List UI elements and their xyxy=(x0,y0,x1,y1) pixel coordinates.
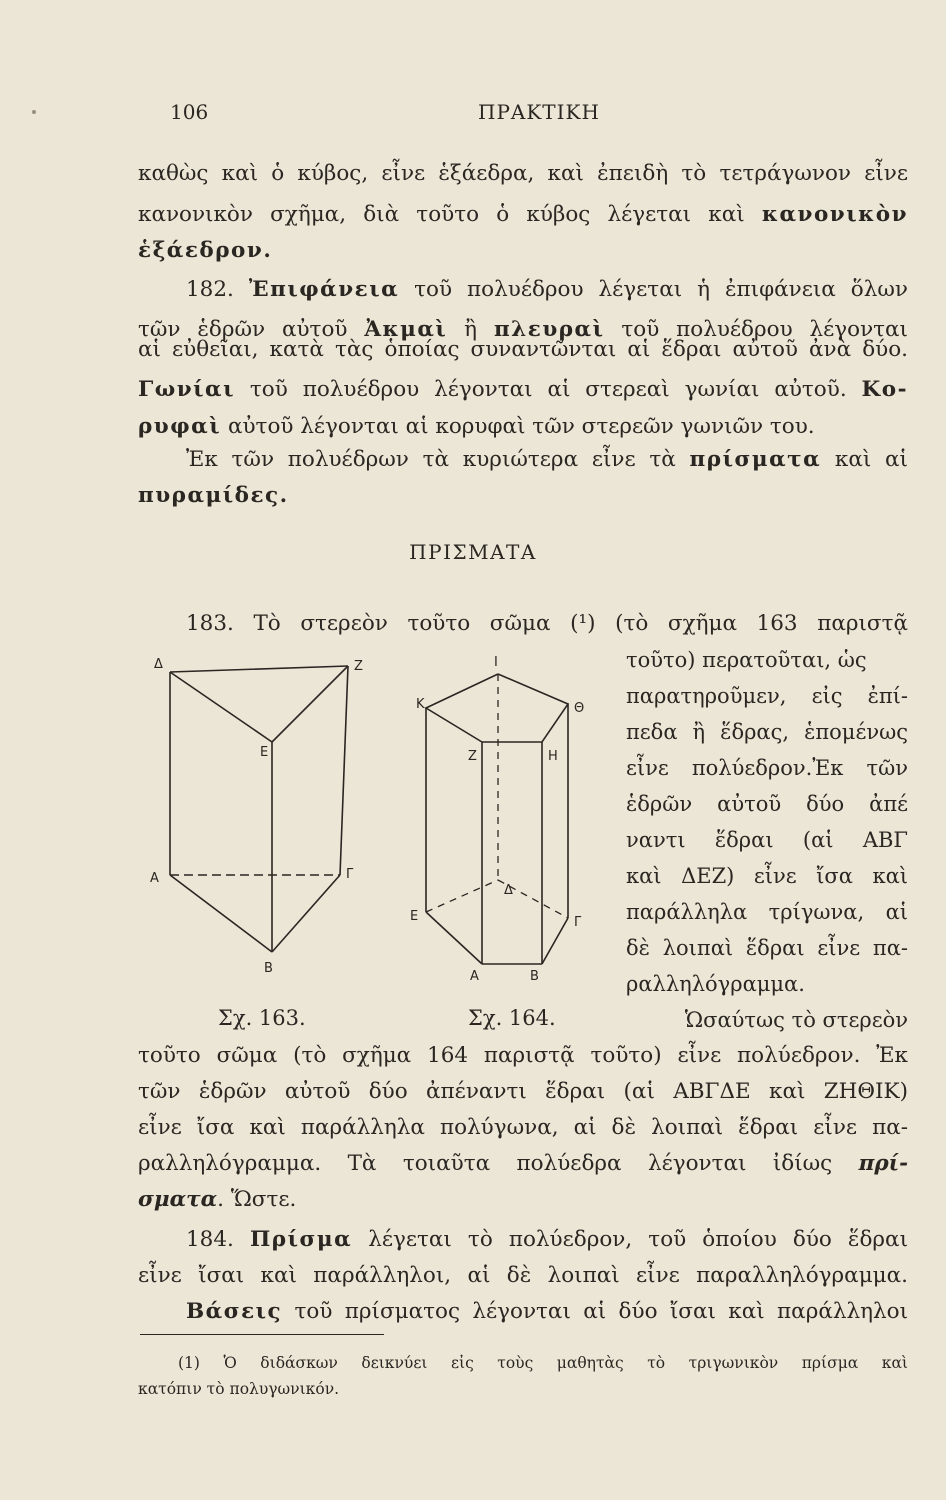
running-title: ΠΡΑΚΤΙΚΗ xyxy=(478,100,600,124)
vertex-label: I xyxy=(494,655,498,670)
bold-term: Γωνίαι xyxy=(138,377,236,402)
paragraph-number: 182. xyxy=(186,277,249,302)
vertex-label: H xyxy=(548,749,558,764)
prism-triangular-diagram xyxy=(140,650,380,990)
footnote-line: κατόπιν τὸ πολυγωνικόν. xyxy=(138,1380,340,1398)
vertex-label: B xyxy=(264,961,273,976)
bold-term: Πρίσμα xyxy=(249,1227,353,1252)
vertex-label: A xyxy=(150,871,159,886)
bold-term: Ἐπιφάνεια xyxy=(248,277,400,302)
text-line xyxy=(138,446,908,474)
text-span: τοῦ πολυέδρου λέγονται αἱ στερεαὶ γωνίαι αὐτοῦ. xyxy=(235,377,862,402)
text-span: τοῦ πολυέδρου λέγονται xyxy=(604,317,908,342)
footnote-line: (1) Ὁ διδάσκων δεικνύει εἰς τοὺς μαθητὰς τὸ τριγωνικὸν πρίσμα καὶ xyxy=(178,1354,908,1372)
text-line xyxy=(138,1186,908,1214)
text-line: τῶν ἑδρῶν αὐτοῦ δύο ἀπέναντι ἕδραι (αἱ ΑΒΓΔΕ καὶ ΖΗΘΙΚ) xyxy=(138,1079,908,1104)
figure-caption: Σχ. 163. xyxy=(218,1006,306,1030)
wrap-line: ραλληλόγραμμα. xyxy=(626,972,805,996)
text-line xyxy=(138,201,908,229)
text-line xyxy=(138,1298,908,1326)
text-line xyxy=(138,482,908,510)
bold-italic-term: πρί- xyxy=(858,1151,908,1176)
vertex-label: K xyxy=(416,697,425,712)
wrap-line: εἶνε πολύεδρον.Ἐκ τῶν xyxy=(626,756,908,780)
wrap-line: καὶ ΔΕΖ) εἶνε ἴσα καὶ xyxy=(626,864,908,888)
text-line: εἶνε ἴσαι καὶ παράλληλοι, αἱ δὲ λοιπαὶ εἶνε παραλληλόγραμμα. xyxy=(138,1263,908,1288)
text-span: ἢ xyxy=(447,317,494,342)
vertex-label: Γ xyxy=(346,867,354,882)
paragraph-number: 184. xyxy=(186,1227,250,1252)
figure-163 xyxy=(140,650,380,990)
vertex-label: E xyxy=(410,909,419,924)
text-span: αὐτοῦ λέγονται αἱ κορυφαὶ τῶν στερεῶν γωνιῶν του. xyxy=(221,414,815,439)
wrap-line: ναντι ἕδραι (αἱ ΑΒΓ xyxy=(626,828,908,852)
margin-dot xyxy=(32,110,36,114)
figure-164 xyxy=(400,650,600,990)
bold-term: Κο- xyxy=(861,377,908,402)
page-number: 106 xyxy=(170,100,209,124)
text-line xyxy=(138,1150,908,1178)
text-span: λέγεται τὸ πολύεδρον, τοῦ ὁποίου δύο ἕδραι xyxy=(352,1227,908,1252)
text-span: ραλληλόγραμμα. Τὰ τοιαῦτα πολύεδρα λέγονται ἰδίως xyxy=(138,1151,859,1176)
wrap-line: ἑδρῶν αὐτοῦ δύο ἀπέ xyxy=(626,792,908,816)
wrap-line: δὲ λοιπαὶ ἕδραι εἶνε πα- xyxy=(626,936,908,960)
text-line xyxy=(138,1226,908,1254)
bold-italic-term: σματα xyxy=(138,1187,218,1212)
text-span: κανονικὸν σχῆμα, διὰ τοῦτο ὁ κύβος λέγεται καὶ xyxy=(138,202,762,227)
wrap-line: παράλληλα τρίγωνα, αἱ xyxy=(626,900,908,924)
text-span: τοῦ πολυέδρου λέγεται ἡ ἐπιφάνεια ὅλων xyxy=(399,277,908,302)
bold-term: Ἀκμαὶ xyxy=(364,317,448,342)
wrap-line: Ὡσαύτως τὸ στερεὸν xyxy=(684,1008,908,1032)
wrap-line: τοῦτο) περατοῦται, ὡς xyxy=(626,648,867,672)
vertex-label: Δ xyxy=(504,883,513,898)
footnote-rule xyxy=(140,1334,384,1335)
bold-term: πυραμίδες. xyxy=(138,483,289,508)
text-line: αἱ εὐθεῖαι, κατὰ τὰς ὁποίας συναντῶνται αἱ ἕδραι αὐτοῦ ἀνὰ δύο. xyxy=(138,337,908,362)
text-line: 183. Τὸ στερεὸν τοῦτο σῶμα (¹) (τὸ σχῆμα 163 παριστᾷ xyxy=(186,611,908,636)
text-line xyxy=(138,376,908,404)
wrap-line: πεδα ἢ ἕδρας, ἑπομένως xyxy=(626,720,908,744)
vertex-label: A xyxy=(470,969,479,984)
bold-term: ρυφαὶ xyxy=(138,414,222,439)
text-line: εἶνε ἴσα καὶ παράλληλα πολύγωνα, αἱ δὲ λοιπαὶ ἕδραι εἶνε πα- xyxy=(138,1115,908,1140)
text-line: τοῦτο σῶμα (τὸ σχῆμα 164 παριστᾷ τοῦτο) εἶνε πολύεδρον. Ἐκ xyxy=(138,1043,908,1068)
bold-term: ἑξάεδρον. xyxy=(138,238,273,263)
wrap-line: παρατηροῦμεν, εἰς ἐπί- xyxy=(626,684,908,708)
vertex-label: E xyxy=(260,745,269,760)
bold-term: κανονικὸν xyxy=(761,202,908,227)
text-span: Ἐκ τῶν πολυέδρων τὰ κυριώτερα εἶνε τὰ xyxy=(186,447,690,472)
vertex-label: Z xyxy=(468,749,477,764)
text-line: καθὼς καὶ ὁ κύβος, εἶνε ἑξάεδρα, καὶ ἐπειδὴ τὸ τετράγωνον εἶνε xyxy=(138,161,908,186)
bold-term: πρίσματα xyxy=(689,447,822,472)
vertex-label: Δ xyxy=(154,657,163,672)
text-line xyxy=(138,237,908,265)
section-title: ΠΡΙΣΜΑΤΑ xyxy=(409,540,537,564)
text-span: τῶν ἑδρῶν αὐτοῦ xyxy=(138,317,365,342)
vertex-label: Z xyxy=(354,659,363,674)
bold-term: πλευραὶ xyxy=(493,317,605,342)
prism-pentagonal-diagram xyxy=(400,650,600,990)
text-line xyxy=(138,276,908,304)
bold-term: Βάσεις xyxy=(186,1299,283,1324)
vertex-label: B xyxy=(530,969,539,984)
text-span: τοῦ πρίσματος λέγονται αἱ δύο ἴσαι καὶ παράλληλοι xyxy=(282,1299,908,1324)
text-span: καὶ αἱ xyxy=(821,447,908,472)
vertex-label: Θ xyxy=(574,701,585,716)
text-span: . Ὥστε. xyxy=(217,1187,297,1212)
text-line xyxy=(138,413,908,441)
vertex-label: Γ xyxy=(574,915,582,930)
figure-caption: Σχ. 164. xyxy=(468,1006,556,1030)
